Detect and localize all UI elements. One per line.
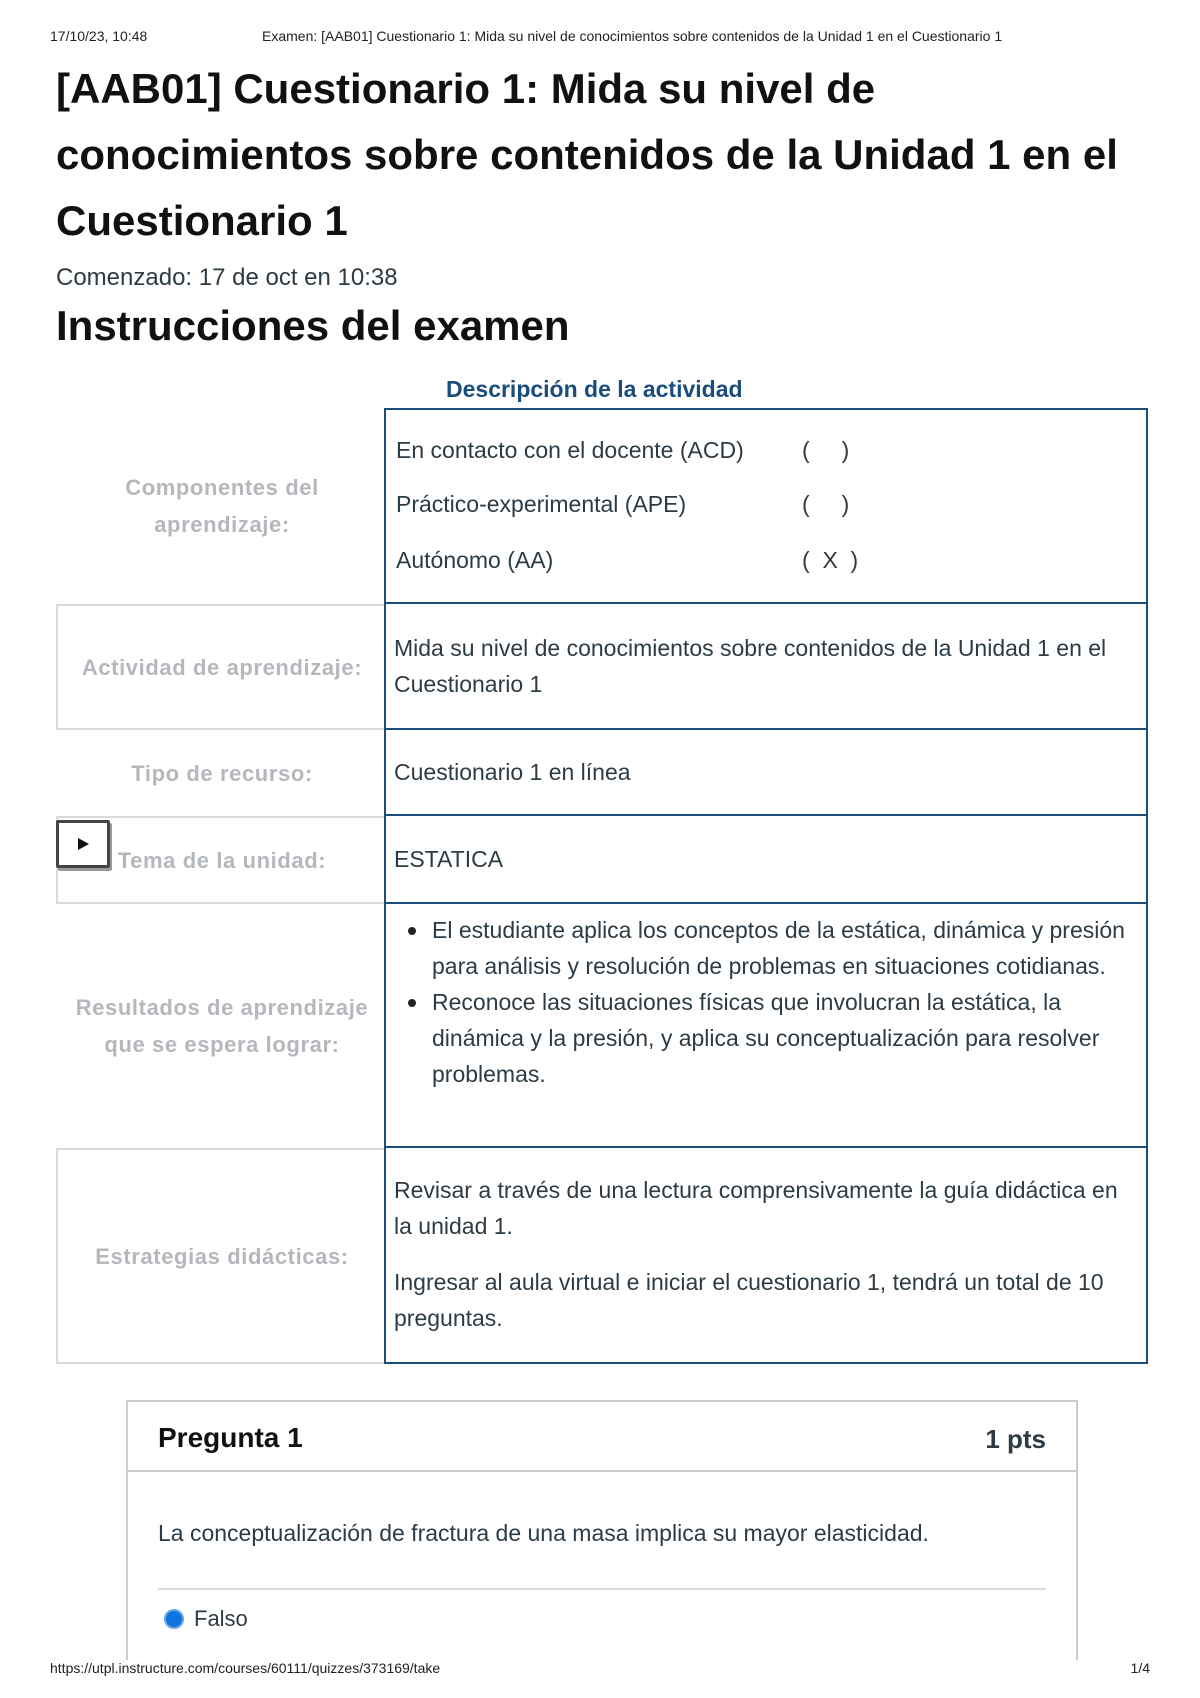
label-strategies: Estrategias didácticas:	[56, 1148, 386, 1364]
question-text: La conceptualización de fractura de una masa implica su mayor elasticidad.	[158, 1520, 929, 1546]
question-name: Pregunta 1	[158, 1422, 303, 1453]
print-datetime: 17/10/23, 10:48	[50, 28, 148, 44]
print-page-title: Examen: [AAB01] Cuestionario 1: Mida su nivel de conocimientos sobre contenidos de la Unidad 1 en el Cuestionario 1	[262, 28, 1003, 44]
component-acd-mark: ( )	[802, 437, 850, 463]
resource-value-text: Cuestionario 1 en línea	[394, 759, 631, 785]
play-button[interactable]	[56, 820, 110, 868]
print-header	[50, 28, 1150, 48]
print-url: https://utpl.instructure.com/courses/60111/quizzes/373169/take	[50, 1660, 441, 1676]
row-topic	[56, 816, 1148, 904]
row-results	[56, 904, 1148, 1148]
value-topic	[384, 816, 1148, 904]
topic-value-text: ESTATICA	[394, 846, 504, 872]
value-resource	[384, 730, 1148, 816]
label-activity: Actividad de aprendizaje:	[56, 604, 386, 730]
strategy-item: Revisar a través de una lectura comprensivamente la guía didáctica en la unidad 1.	[394, 1177, 1118, 1239]
quiz-title: [AAB01] Cuestionario 1: Mida su nivel de conocimientos sobre contenidos de la Unidad 1 en el Cuestionario 1	[56, 65, 1118, 244]
row-activity	[56, 604, 1148, 730]
value-strategies	[384, 1148, 1148, 1364]
component-aa-mark: ( X )	[802, 547, 859, 573]
label-results: Resultados de aprendizaje que se espera lograr:	[75, 995, 369, 1057]
started-timestamp: Comenzado: 17 de oct en 10:38	[56, 264, 398, 291]
activity-value-text: Mida su nivel de conocimientos sobre contenidos de la Unidad 1 en el Cuestionario 1	[394, 635, 1107, 697]
answer-label: Falso	[194, 1606, 248, 1631]
question-header	[128, 1402, 1076, 1472]
result-item: Reconoce las situaciones físicas que involucran la estática, la dinámica y la presión, y aplica su conceptualización para resolver problemas.	[394, 984, 1136, 1092]
row-strategies	[56, 1148, 1148, 1364]
component-ape-mark: ( )	[802, 491, 850, 517]
component-ape: Práctico-experimental (APE)	[396, 491, 687, 517]
question-points: 1 pts	[985, 1424, 1046, 1454]
row-resource	[56, 730, 1148, 816]
row-components	[56, 408, 1148, 604]
value-results	[384, 904, 1148, 1148]
activity-description-header: Descripción de la actividad	[446, 376, 743, 402]
question-card	[126, 1400, 1078, 1660]
print-footer	[50, 1660, 1150, 1680]
radio-selected-icon[interactable]	[164, 1609, 184, 1629]
value-activity	[384, 604, 1148, 730]
print-page-number: 1/4	[1130, 1660, 1150, 1676]
instructions-title: Instrucciones del examen	[56, 302, 570, 349]
answer-option-falso[interactable]	[164, 1606, 248, 1632]
strategy-item: Ingresar al aula virtual e iniciar el cuestionario 1, tendrá un total de 10 preguntas.	[394, 1269, 1104, 1331]
component-aa: Autónomo (AA)	[396, 547, 554, 573]
value-components	[384, 408, 1148, 604]
play-icon	[76, 837, 90, 851]
results-list	[394, 904, 1136, 1092]
result-item: El estudiante aplica los conceptos de la estática, dinámica y presión para análisis y resolución de problemas en situaciones cotidianas.	[394, 912, 1136, 984]
component-acd: En contacto con el docente (ACD)	[396, 437, 744, 463]
label-resource: Tipo de recurso:	[131, 760, 313, 786]
label-components: Componentes del aprendizaje:	[125, 475, 319, 537]
label-topic: Tema de la unidad:	[56, 816, 386, 904]
question-divider	[158, 1588, 1046, 1590]
